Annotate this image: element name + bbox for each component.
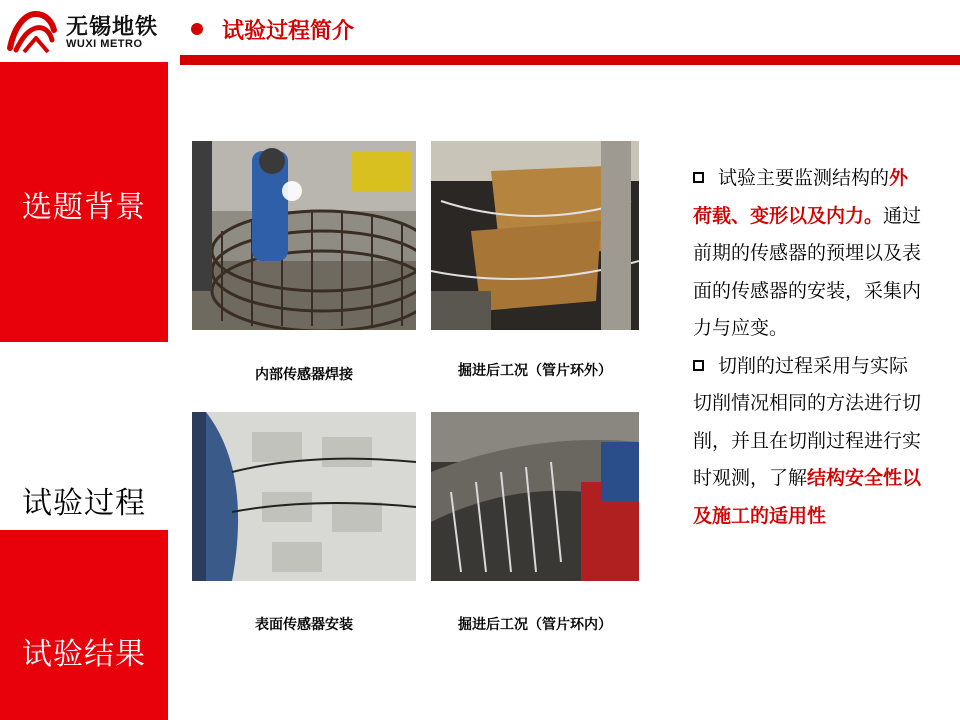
logo-text-en: WUXI METRO (66, 38, 143, 50)
sidebar-item-label: 试验结果 (22, 637, 146, 672)
sidebar-item-results[interactable] (0, 530, 168, 720)
description-panel (693, 160, 925, 535)
highlight-text: 结构安全性以及施工的适用性 (693, 467, 922, 527)
sidebar-nav (0, 62, 168, 720)
photo-caption: 掘进后工况（管片环外） (458, 363, 612, 379)
photo-caption: 表面传感器安装 (255, 617, 353, 633)
paragraph-monitoring (693, 160, 925, 348)
paragraph-cutting (693, 348, 925, 536)
photo-caption: 内部传感器焊接 (255, 367, 353, 383)
photo-sensor-welding (192, 141, 416, 330)
sidebar-item-label: 选题背景 (22, 190, 146, 225)
photo-surface-sensors (192, 412, 416, 581)
title-bullet-icon (191, 23, 203, 35)
photo-caption: 掘进后工况（管片环内） (458, 617, 612, 633)
highlight-text: 外荷载、变形以及内力。 (693, 167, 909, 227)
square-bullet-icon (693, 360, 704, 371)
paragraph-text: 切削的过程采用与实际切削情况相同的方法进行切削，并且在切削过程进行实时观测，了解 (693, 354, 922, 489)
title-underline-bar (180, 55, 960, 65)
metro-logo-icon (6, 8, 58, 54)
paragraph-text: 通过前期的传感器的预埋以及表面的传感器的安装，采集内力与应变。 (693, 204, 922, 339)
sidebar-item-process[interactable] (0, 470, 168, 530)
photo-excavation-inside (431, 412, 639, 581)
wuxi-metro-logo (0, 0, 170, 62)
sidebar-item-plan[interactable] (0, 274, 168, 434)
logo-text-cn: 无锡地铁 (66, 15, 159, 40)
photo-excavation-outside (431, 141, 639, 330)
page-title: 试验过程简介 (222, 19, 355, 44)
sidebar-item-label: 研究方案 (22, 344, 146, 379)
paragraph-text: 试验主要监测结构的 (718, 167, 890, 189)
square-bullet-icon (693, 172, 704, 183)
sidebar-item-label: 试验过程 (22, 486, 146, 521)
